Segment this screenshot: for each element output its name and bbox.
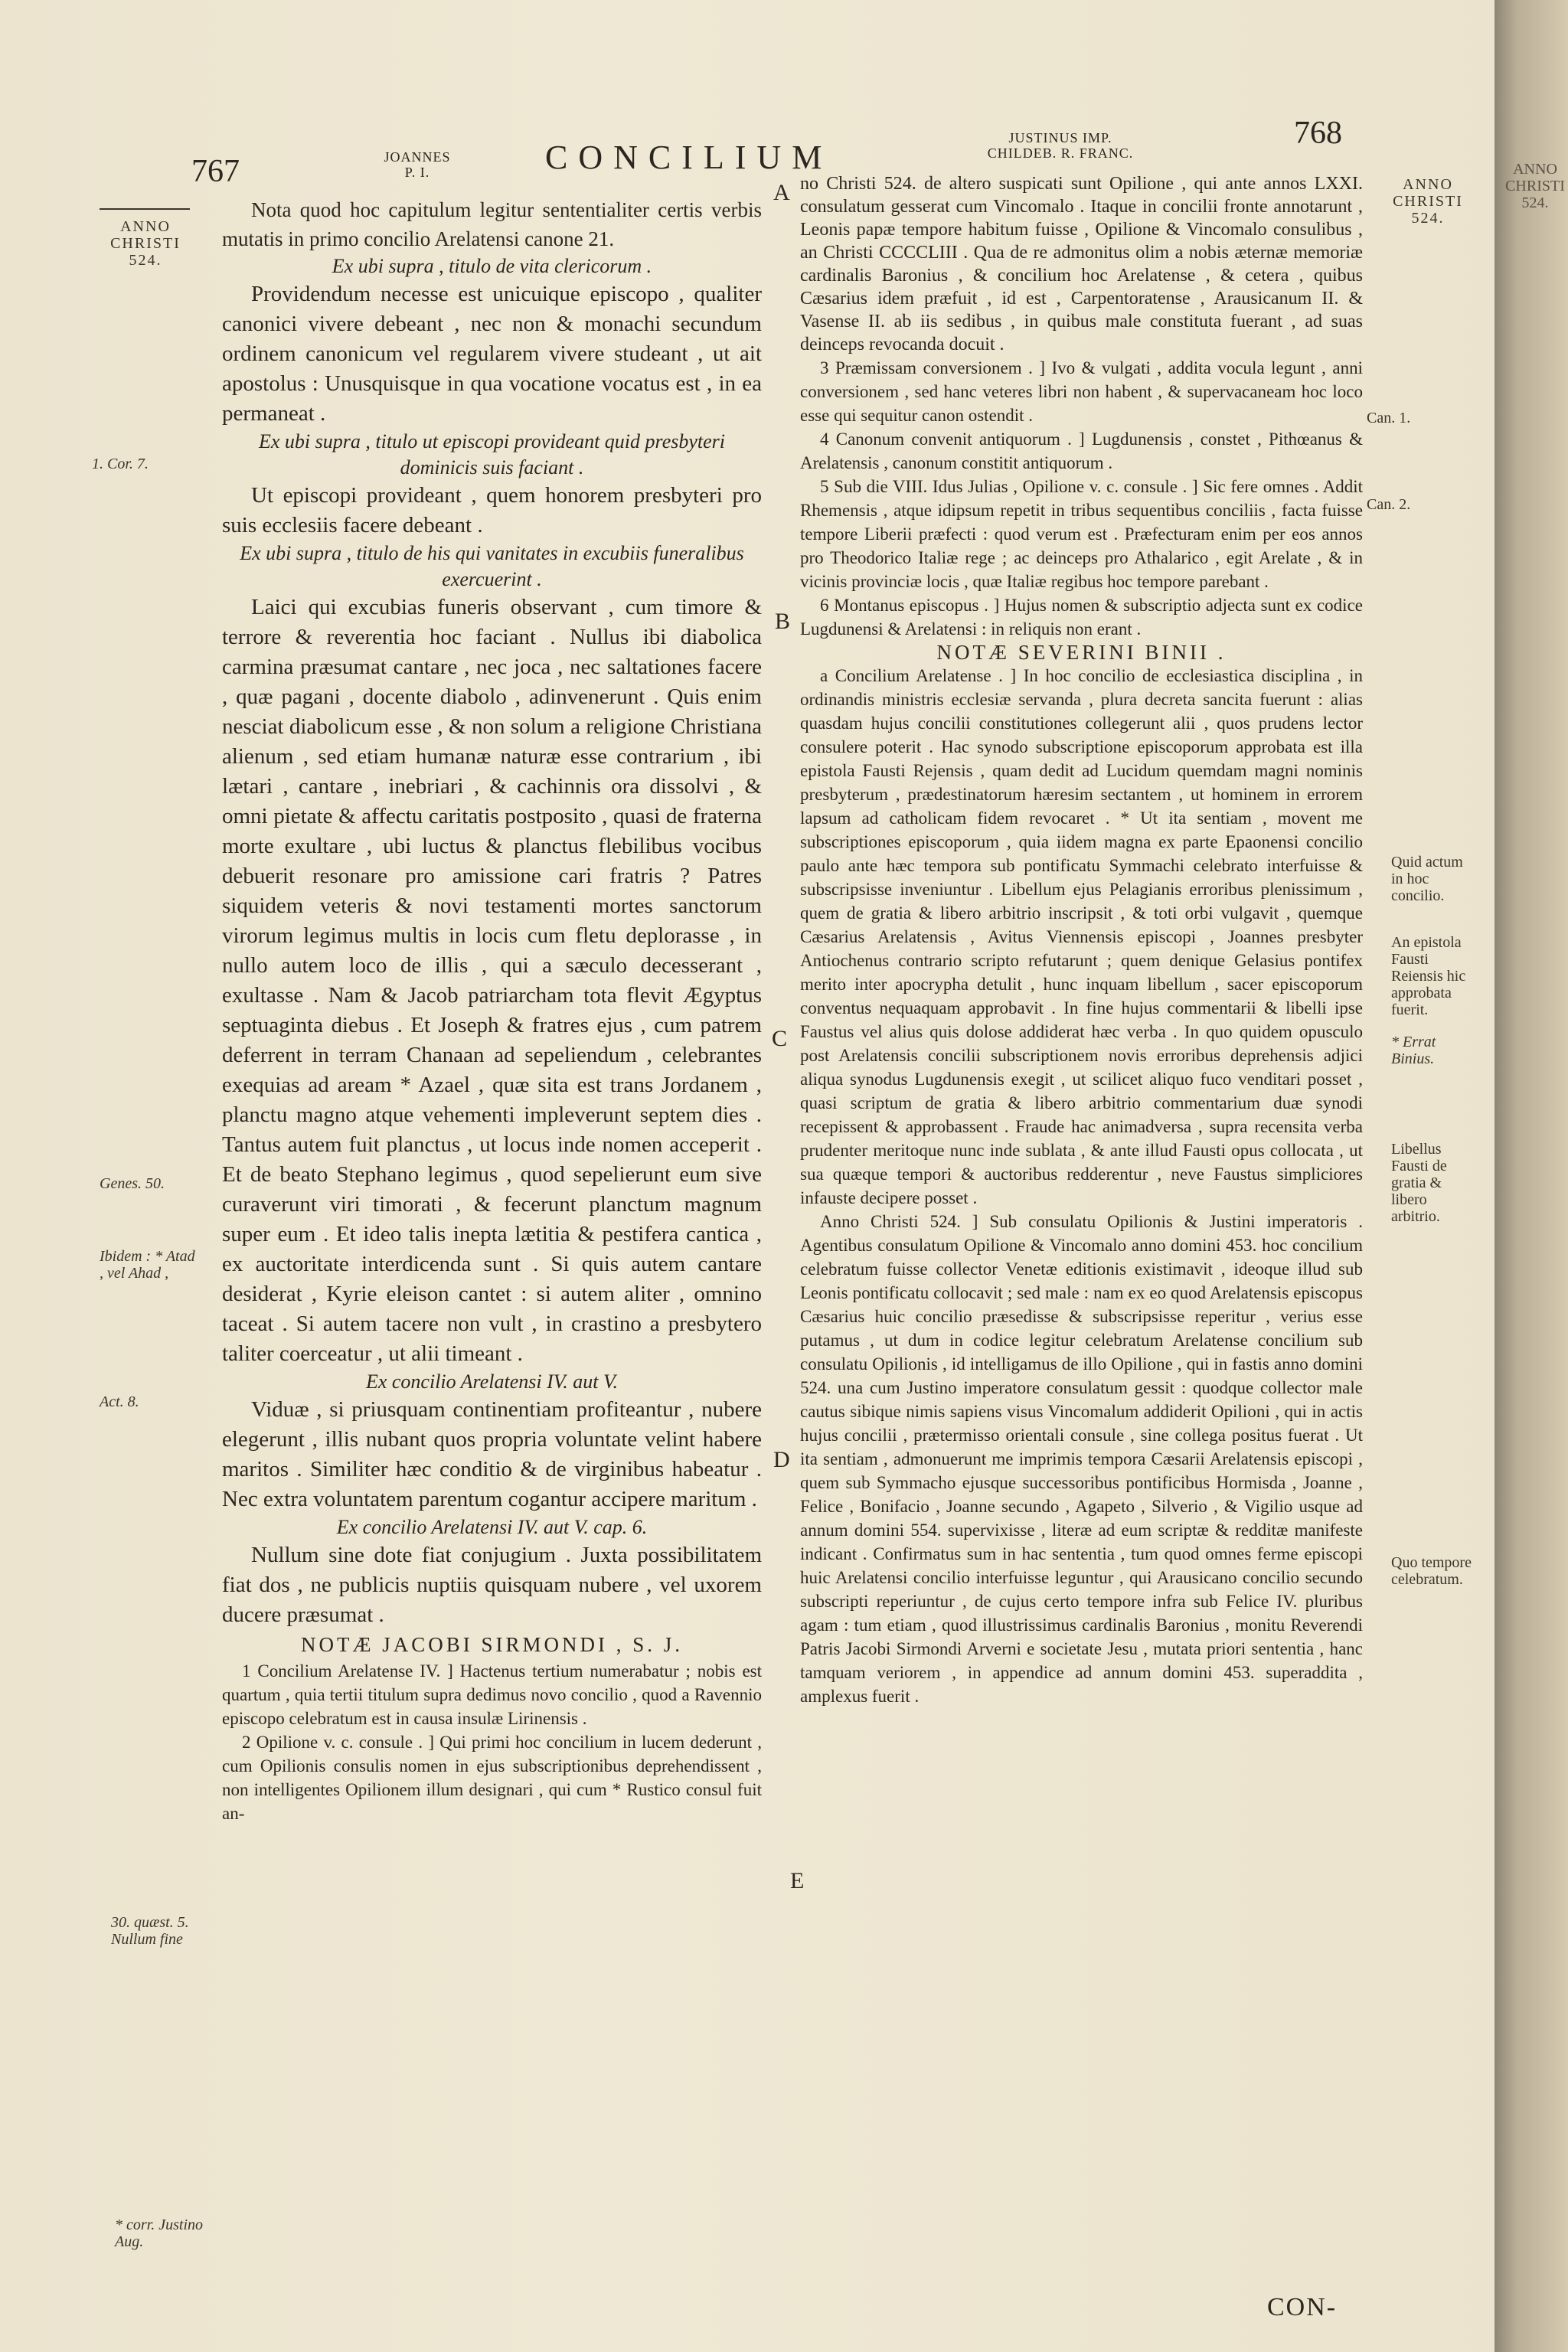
- running-head-right-king: CHILDEB. R. FRANC.: [987, 145, 1134, 161]
- section-letter-e: E: [790, 1868, 805, 1893]
- running-head-left: [360, 149, 475, 180]
- section-letter-c: C: [772, 1026, 788, 1051]
- section-letter-d: D: [773, 1447, 790, 1472]
- margin-ref-act: Act. 8.: [100, 1393, 139, 1410]
- margin-ref-genes: Genes. 50.: [100, 1175, 165, 1192]
- margin-rule: [100, 208, 190, 210]
- right-binius-note-a: a Concilium Arelatense . ] In hoc concilio de ecclesiastica disciplina , in ordinandis ministris ecclesiæ servanda , plura decreta sancita fuerunt : alias quasdam hujus concilii constitutiones collegerunt alii , quos prudens lector consulere poterit . Hac synodo subscriptione episcoporum approbata est illa epistola Fausti Rejensis , quam dedit ad Lucidum quemdam magni nominis presbyterum , prædestinatorum hæresim sectantem , ut hominem in errorem lapsum ad catholicam fidem revocaret . * Ut ita sentiam , movent me subscriptiones episcoporum , quia iidem magna ex parte Epaonensi concilio paulo ante hæc tempora sub pontificatu Symmachi celebrato interfuisse & subscripsisse inveniuntur . Libellum ejus Pelagianis erroribus plenissimum , quem de gratia & libero arbitrio inscripsit , & toti orbi vulgavit , quemque Cæsarius Arelatensis , Avitus Viennensis episcopi , Joannes presbyter Antiochenus contrario scripto refutarunt ; quem denique Gelasius pontifex merito inter apocrypha detulit , hunc inquam libellum , sacer episcoporum conventus nequaquam approbavit . In fine hujus commentarii & libelli ipse Faustus vel alius quis dolose addiderat hæc verba . In quo quidem opusculo post Arelatensis concilii subscriptionem novis erroribus deprehensis adjici aliqua synodus Lugdunensis exegit , ut scilicet aliquo fuco venditari posset , quasi scriptum de gratia & libero arbitrio commentarium duæ synodi recepissent & approbassent . Fraude hac animadversa , supra recensita verba prudenter meritoque nunc inde sublata , & ante illud Fausti opus collocata , ut sua quæque tempori & auctoribus redderentur , neve Faustus simpliciores infauste decipere posset .: [800, 666, 1363, 1207]
- left-heading-4: Ex concilio Arelatensi IV. aut V.: [365, 1370, 619, 1393]
- right-note-6: 6 Montanus episcopus . ] Hujus nomen & subscriptio adjecta sunt ex codice Lugdunensi & Arelatensi : in reliquis non erant .: [800, 596, 1363, 639]
- section-letter-a: A: [773, 180, 790, 205]
- margin-ref-corr: * corr. Justino Aug.: [115, 2216, 203, 2250]
- left-heading-3: Ex ubi supra , titulo de his qui vanitates in excubiis funeralibus exercuerint .: [240, 542, 744, 590]
- left-heading-1: Ex ubi supra , titulo de vita clericorum .: [332, 255, 652, 277]
- margin-ref-ibidem: Ibidem : * Atad , vel Ahad ,: [100, 1248, 195, 1282]
- left-note-1: 1 Concilium Arelatense IV. ] Hactenus tertium numerabatur ; nobis est quartum , quia tertii titulum supra dedimus novo concilio , quod a Ravennio episcopo celebratum est in causa insulæ Lirinensis .: [222, 1661, 762, 1728]
- left-heading-5: Ex concilio Arelatensi IV. aut V. cap. 6.: [336, 1516, 648, 1538]
- margin-canon-2: Can. 2.: [1367, 496, 1411, 513]
- facing-page-edge: [1494, 0, 1568, 2352]
- margin-libellus: Libellus Fausti de gratia & libero arbitrio.: [1391, 1141, 1447, 1225]
- margin-ref-cor: 1. Cor. 7.: [92, 456, 149, 472]
- margin-epistola: An epistola Fausti Reiensis hic approbata fuerit.: [1391, 934, 1466, 1018]
- right-column: [800, 172, 1363, 1708]
- margin-quo-tempore: Quo tempore celebratum.: [1391, 1554, 1472, 1588]
- margin-year-right: ANNO CHRISTI 524.: [1393, 176, 1463, 227]
- right-note-4: 4 Canonum convenit antiquorum . ] Lugdunensis , constet , Pithœanus & Arelatensis , canonum constitit antiquorum .: [800, 430, 1363, 472]
- left-paragraph-3: Laici qui excubias funeris observant , cum timore & terrore & reverentia hoc faciant . Nullus ibi diabolica carmina præsumat cantare , nec joca , nec saltationes facere , quæ pagani , docente diabolo , adinvenerunt . Quis enim nesciat diabolicum esse , & non solum a religione Christiana alienum , sed etiam humanæ naturæ esse contrarium , ibi lætari , cantare , inebriari , & cachinnis ora dissolvi , & omni pietate & affectu caritatis postposito , quasi de fraterna morte exultare , ubi luctus & planctus flebilibus vocibus debuerit resonare pro amissione cari fratris ? Patres siquidem veteris & novi testamenti mortes sanctorum virorum legimus multis in locis cum fletu deplorasse , in nullo autem loco de illis , qui a sæculo decesserant , exultasse . Nam & Jacob patriarcham tota flevit Ægyptus septuaginta diebus . Et Joseph & fratres ejus , cum patrem deferrent in terram Chanaan ad sepeliendum , celebrantes exequias ad aream * Azael , quæ sita est trans Jordanem , planctu magno atque vehementi impleverunt septem dies . Tantus autem fuit planctus , ut locus inde nomen acceperit . Et de beato Stephano legimus , quod sepelierunt eum sive curaverunt viri timorati , & fecerunt planctum magnum super eum . Et ideo talis inepta lætitia & pestifera cantica , ex auctoritate interdicenda sunt . Si quis autem cantare desiderat , Kyrie eleison cantet : si autem aliter , omnino taceat . Si autem tacere non vult , in crastino a presbytero taliter coerceatur , ut alii timeant .: [222, 595, 762, 1366]
- left-paragraph-1: Providendum necesse est unicuique episcopo , qualiter canonici vivere debeant , nec non & monachi secundum ordinem canonicum vel regularem vivere studeant , ut ait apostolus : Unusquisque in qua vocatione vocatus est , in ea permaneat .: [222, 282, 762, 426]
- page-number-right: 768: [1294, 116, 1342, 151]
- running-head-right-emperor: JUSTINUS IMP.: [1008, 130, 1112, 145]
- left-paragraph-4: Viduæ , si priusquam continentiam profiteantur , nubere elegerunt , illis nubant quos propria voluntate velint habere maritos . Similiter hæc conditio & de virginibus habeatur . Nec extra voluntatem parentum cogantur accipere maritum .: [222, 1397, 762, 1511]
- left-paragraph-2: Ut episcopi provideant , quem honorem presbyteri pro suis ecclesiis facere debeant .: [222, 483, 762, 537]
- right-notes-heading: NOTÆ SEVERINI BINII .: [936, 641, 1227, 664]
- margin-ref-quaest: 30. quæst. 5. Nullum fine: [111, 1914, 189, 1948]
- right-binius-note-anno: Anno Christi 524. ] Sub consulatu Opilionis & Justini imperatoris . Agentibus consulatum Opilione & Vincomalo anno domini 453. hoc concilium celebratum fuisse collector Venetæ editionis existimavit , ideoque illud sub Leonis pontificatu collocavit ; sed male : nam ex eo quod Arelatensis episcopus Cæsarius huic concilio præsedisse & subscripsisse reperitur , verius esse putamus , ut dum in codice legitur celebratum Arelatense concilium sub consulatu Opilionis , id intelligamus de illo Opilione , qui in fastis anno domini 524. una cum Justino imperatore consulatum gessit : quodque collector male cautus sibique nimis sapiens visus Vincomalum addiderit Opilioni , qui in actis hujus concilii , prætermisso orientali consule , sine collega positus fuerat . Ut ita sentiam , admonuerunt me imprimis tempora Cæsarii Arelatensis episcopi , quem sub Symmacho ejusque successoribus pontificibus Hormisda , Joanne , Felice , Bonifacio , Joanne secundo , Agapeto , Silverio , & Vigilio usque ad annum domini 554. supervixisse , literæ ad eum scriptæ & redditæ manifeste indicant . Confirmatus sum in hac sententia , tum quod omnes ferme episcopi huic Arelatensi concilio interfuisse leguntur , qui Arausicano concilio secundo subscripti reperiuntur , de cujus certo tempore infra sub Felice IV. pluribus agam : tum etiam , quod illustrissimus cardinalis Baronius , monitu Reverendi Patris Jacobi Sirmondi Arverni e societate Jesu , mutata priori sententia , hanc tamquam veriorem , in appendice ad annum domini 453. superaddita , amplexus fuerit .: [800, 1212, 1363, 1706]
- right-note-3: 3 Præmissam conversionem . ] Ivo & vulgati , addita vocula legunt , anni conversionem , sed hanc veteres libri non habent , & supervacaneam hoc loco esse qui sequitur canon ostendit .: [800, 358, 1363, 425]
- left-note-2: 2 Opilione v. c. consule . ] Qui primi hoc concilium in lucem dederunt , cum Opilionis consulis nomen in ejus subscriptionibus deprehendissent , non intelligentes Opilionem illum designari , qui cum * Rustico consul fuit an-: [222, 1733, 762, 1823]
- running-head-left-pope: JOANNES: [384, 149, 451, 165]
- running-head-right: [942, 130, 1179, 161]
- margin-canon-1: Can. 1.: [1367, 410, 1411, 426]
- left-column: [222, 195, 762, 1825]
- left-paragraph-5: Nullum sine dote fiat conjugium . Juxta possibilitatem fiat dos , ne publicis nuptiis quisquam nubere , vel uxorem ducere præsumat .: [222, 1543, 762, 1627]
- left-notes-heading: NOTÆ JACOBI SIRMONDI , S. J.: [300, 1633, 684, 1656]
- running-head-left-num: P. I.: [404, 165, 430, 180]
- section-letter-b: B: [775, 609, 791, 634]
- facing-page-year: ANNO CHRISTI 524.: [1505, 161, 1565, 211]
- page-title: CONCILIUM: [545, 139, 833, 176]
- catchword: CON-: [1267, 2293, 1338, 2321]
- margin-quid-actum: Quid actum in hoc concilio.: [1391, 854, 1463, 904]
- margin-errat: * Errat Binius.: [1391, 1034, 1436, 1067]
- right-note-5: 5 Sub die VIII. Idus Julias , Opilione v. c. consule . ] Sic fere omnes . Addit Rhemensis , atque idipsum repetit in tribus sequentibus conciliis , facta fuisse tempore Liberii præfecti : quod verum est . Præfecturam enim per eos annos pro Theodorico Italiæ rege ; ac deinceps pro Athalarico , egit Arelate , & in vicinis provinciæ locis , quæ Italiæ regibus hoc tempore parebant .: [800, 477, 1363, 591]
- margin-year-left: ANNO CHRISTI 524.: [110, 218, 181, 269]
- right-continuation: no Christi 524. de altero suspicati sunt Opilione , qui ante annos LXXI. consulatum gesserat cum Vincomalo . Itaque in concilii fronte annotarunt , Leonis papæ tempore habitum fuisse , Opilione & Vincomalo consulibus , an Christi CCCCLIII . Qua de re admonitus olim a nobis æternæ memoriæ cardinalis Baronius , & concilium hoc Arelatense , & cetera , quibus Cæsarius idem præfuit , id est , Carpentoratense , Arausicanum II. & Vasense II. ab iis sedibus , in quibus male constituta fuerant , ad suas deinceps revocanda docuit .: [800, 174, 1363, 354]
- left-intro-note: Nota quod hoc capitulum legitur sententialiter certis verbis mutatis in primo concilio Arelatensi canone 21.: [222, 198, 762, 250]
- page-number-left: 767: [191, 154, 240, 189]
- left-heading-2: Ex ubi supra , titulo ut episcopi provideant quid presbyteri dominicis suis faciant .: [258, 430, 725, 479]
